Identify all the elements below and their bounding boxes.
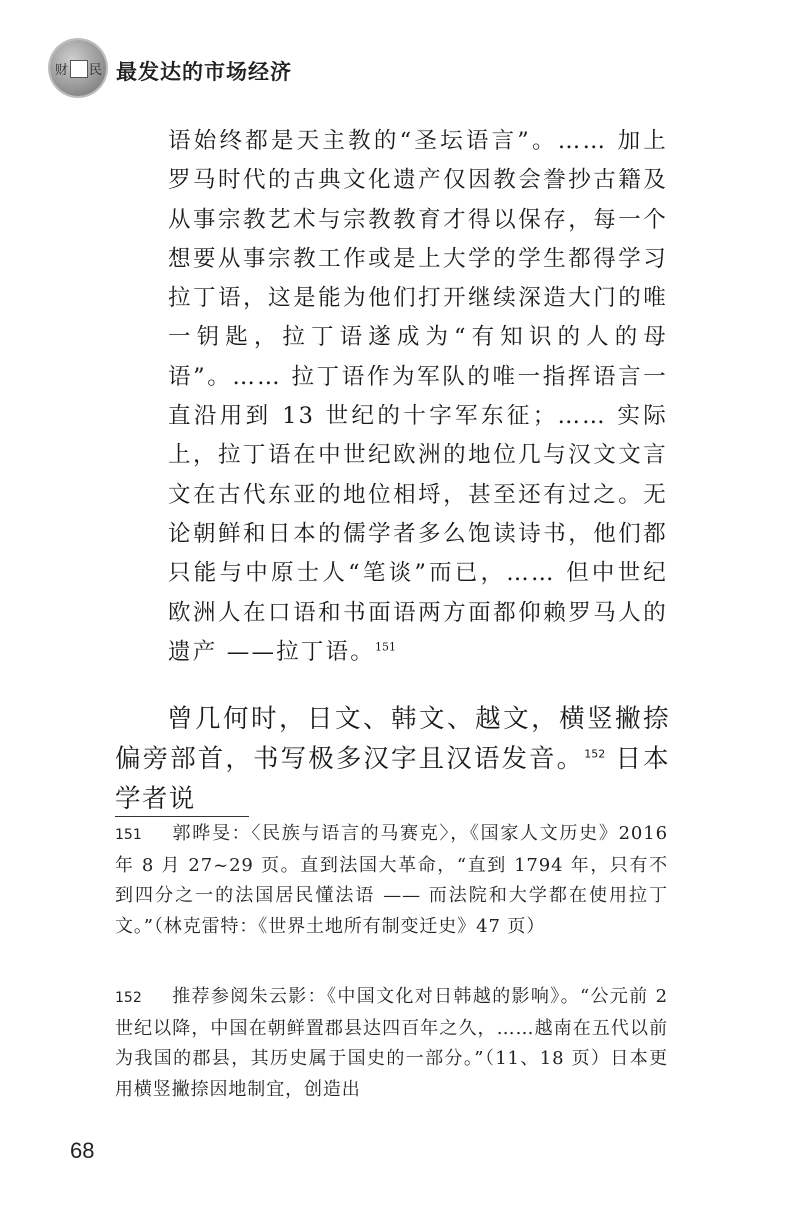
footnote-152 <box>115 982 668 1105</box>
footnote-text: 郭晔旻：〈民族与语言的马赛克〉，《国家人文历史》2016 年 8 月 27~29 页。直到法国大革命，“直到 1794 年，只有不到四分之一的法国居民懂法语 —— 而法院和大学都在使用拉丁文。”（林克雷特：《世界土地所有制变迁史》47 页） <box>115 823 668 937</box>
logo-char-right: 民 <box>89 63 103 78</box>
footnote-divider <box>115 816 249 817</box>
logo-char-left: 财 <box>55 63 69 78</box>
body-text-after: 日本学者说 <box>115 744 670 814</box>
coin-hole <box>70 60 88 78</box>
running-header <box>50 40 750 100</box>
footnote-ref-152[interactable]: 152 <box>584 747 606 761</box>
footnote-151 <box>115 819 668 942</box>
page-number: 68 <box>70 1138 95 1163</box>
running-title: 最发达的市场经济 <box>116 60 292 84</box>
quote-text: 语始终都是天主教的“圣坛语言”。…… 加上罗马时代的古典文化遗产仅因教会誊抄古籍及从事宗教艺术与宗教教育才得以保存，每一个想要从事宗教工作或是上大学的学生都得学习拉丁语，这是能为他们打开继续深造大门的唯一钥匙，拉丁语遂成为“有知识的人的母语”。…… 拉丁语作为军队的唯一指挥语言一直沿用到 13 世纪的十字军东征；…… 实际上，拉丁语在中世纪欧洲的地位几与汉文文言文在古代东亚的地位相埒，甚至还有过之。无论朝鲜和日本的儒学者多么饱读诗书，他们都只能与中原士人“笔谈”而已，…… 但中世纪欧洲人在口语和书面语两方面都仰赖罗马人的遗产 ——拉丁语。 <box>168 128 668 665</box>
footnote-ref-151[interactable]: 151 <box>374 640 396 654</box>
footnote-number: 152 <box>115 990 142 1006</box>
footnote-text: 推荐参阅朱云影：《中国文化对日韩越的影响》。“公元前 2 世纪以降，中国在朝鲜置郡县达四百年之久，……越南在五代以前为我国的郡县，其历史属于国史的一部分。”（11、18 页）日本更用横竖撇捺因地制宜，创造出 <box>115 986 668 1100</box>
block-quote <box>168 122 668 672</box>
body-text-before: 曾几何时，日文、韩文、越文，横竖撇捺偏旁部首，书写极多汉字且汉语发音。 <box>115 704 670 774</box>
coin-logo-icon <box>50 40 106 96</box>
footnote-number: 151 <box>115 827 142 843</box>
body-paragraph <box>115 699 670 819</box>
